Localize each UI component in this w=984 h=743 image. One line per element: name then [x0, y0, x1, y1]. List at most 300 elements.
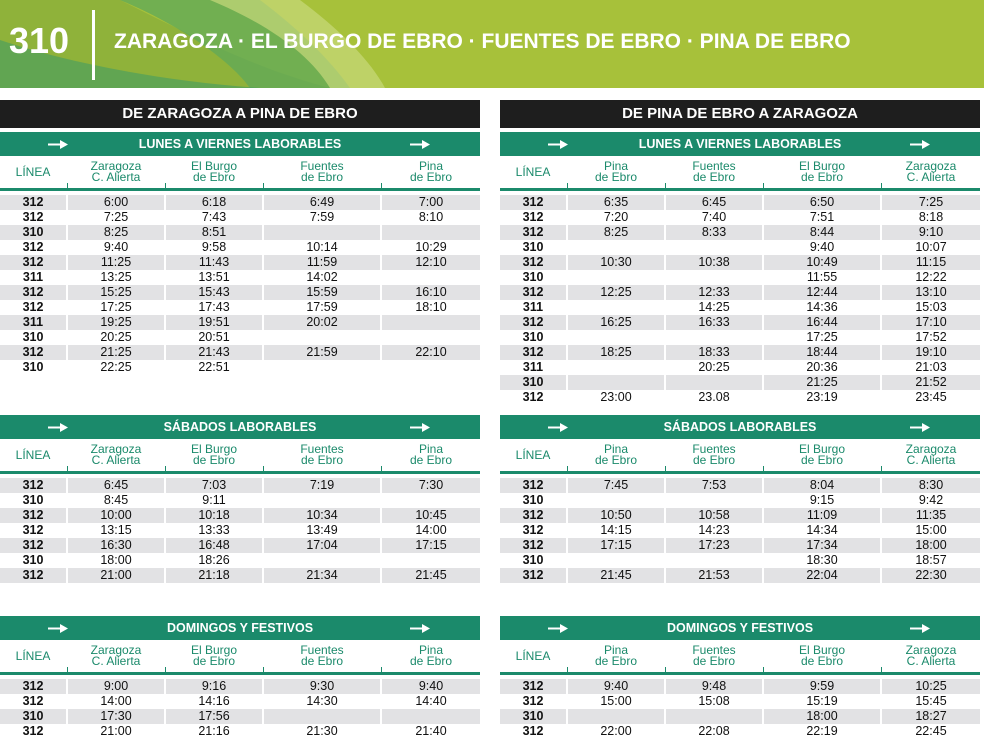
- time-cell: 7:25: [918, 195, 944, 209]
- table-row: [500, 694, 980, 709]
- cell-gap: [66, 195, 68, 210]
- time-cell: 18:00: [915, 538, 947, 552]
- column-header-stop: [568, 439, 664, 471]
- time-cell: 23.08: [698, 390, 730, 404]
- panel-title: DE ZARAGOZA A PINA DE EBRO: [0, 100, 480, 128]
- stop-name-line: Fuentes: [300, 442, 344, 456]
- table-row: [500, 390, 980, 405]
- timetable-panel-1: [0, 100, 480, 743]
- table-row: [0, 508, 480, 523]
- schedule-section-domingos-y-festivos: [0, 616, 480, 739]
- time-cell: [382, 360, 480, 375]
- line-number-cell: 310: [522, 709, 544, 723]
- table-row: [500, 523, 980, 538]
- line-number-cell: 312: [22, 285, 44, 299]
- time-cell: 11:59: [306, 255, 338, 269]
- time-cell: [382, 553, 480, 568]
- time-cell: 21:16: [198, 724, 230, 738]
- stop-name-line: El Burgo: [798, 159, 846, 173]
- line-number-cell: 312: [22, 568, 44, 582]
- time-cell: 6:50: [809, 195, 835, 209]
- column-tick: [381, 183, 382, 189]
- time-cell: 9:30: [309, 679, 335, 693]
- timetable-rows: [0, 679, 480, 739]
- route-title: ZARAGOZA · EL BURGO DE EBRO · FUENTES DE EBRO · PINA DE EBRO: [114, 30, 851, 53]
- cell-gap: [262, 345, 264, 360]
- column-header-stop: [666, 640, 762, 672]
- line-number-cell: 312: [22, 523, 44, 537]
- stop-name-line: de Ebro: [800, 654, 844, 668]
- column-header-stop: [568, 156, 664, 188]
- table-row: [500, 255, 980, 270]
- column-header-stop: [568, 640, 664, 672]
- cell-gap: [262, 478, 264, 493]
- arrow-right-icon: [910, 132, 932, 156]
- time-cell: 21:30: [306, 724, 338, 738]
- time-cell: 17:56: [198, 709, 230, 723]
- cell-gap: [664, 195, 666, 210]
- time-cell: 11:35: [915, 508, 947, 522]
- line-number-cell: 310: [22, 330, 44, 344]
- time-cell: 6:49: [309, 195, 335, 209]
- time-cell: 18:10: [415, 300, 447, 314]
- cell-gap: [262, 285, 264, 300]
- time-cell: 10:29: [415, 240, 447, 254]
- cell-gap: [566, 478, 568, 493]
- time-cell: 16:48: [198, 538, 230, 552]
- column-header-linea: [0, 156, 66, 188]
- stop-name-line: Pina: [418, 643, 444, 657]
- schedule-section-sabados-laborables: [0, 415, 480, 583]
- time-cell: 17:15: [415, 538, 447, 552]
- cell-gap: [762, 255, 764, 270]
- table-row: [500, 315, 980, 330]
- cell-gap: [664, 285, 666, 300]
- time-cell: 14:25: [698, 300, 730, 314]
- column-header-stop: [166, 156, 262, 188]
- time-cell: [264, 553, 380, 568]
- stop-name-line: de Ebro: [409, 453, 453, 467]
- column-header-stop: [166, 439, 262, 471]
- table-row: [0, 568, 480, 583]
- table-row: [0, 538, 480, 553]
- cell-gap: [164, 195, 166, 210]
- cell-gap: [664, 255, 666, 270]
- time-cell: 13:33: [198, 523, 230, 537]
- line-number-cell: 311: [22, 315, 44, 329]
- column-header-stop: [382, 156, 480, 188]
- time-cell: 17:25: [806, 330, 838, 344]
- column-tick: [263, 667, 264, 673]
- cell-gap: [762, 375, 764, 390]
- column-tick: [263, 183, 264, 189]
- stop-name-line: Fuentes: [300, 643, 344, 657]
- column-tick: [763, 466, 764, 472]
- cell-gap: [262, 568, 264, 583]
- line-number-cell: 310: [522, 553, 544, 567]
- time-cell: 8:33: [701, 225, 727, 239]
- section-label: LUNES A VIERNES LABORABLES: [638, 137, 842, 151]
- time-cell: 7:59: [309, 210, 335, 224]
- cell-gap: [262, 315, 264, 330]
- line-number-cell: 310: [22, 360, 44, 374]
- line-number-cell: 312: [22, 345, 44, 359]
- line-number-cell: 312: [522, 538, 544, 552]
- time-cell: 8:51: [201, 225, 227, 239]
- stop-name-line: de Ebro: [192, 654, 236, 668]
- stop-name-line: Pina: [603, 442, 629, 456]
- column-header-stop: [666, 439, 762, 471]
- time-cell: 7:53: [701, 478, 727, 492]
- time-cell: 9:00: [103, 679, 129, 693]
- time-cell: 15:03: [915, 300, 947, 314]
- cell-gap: [66, 508, 68, 523]
- cell-gap: [664, 375, 666, 390]
- column-header-stop: [382, 439, 480, 471]
- line-number-cell: 310: [522, 375, 544, 389]
- time-cell: 20:51: [198, 330, 230, 344]
- line-number-cell: 310: [522, 270, 544, 284]
- stop-name-line: de Ebro: [692, 654, 736, 668]
- schedule-section-sabados-laborables: [500, 415, 980, 583]
- cell-gap: [762, 709, 764, 724]
- time-cell: 7:19: [309, 478, 335, 492]
- header-divider: [92, 10, 95, 80]
- table-row: [500, 538, 980, 553]
- linea-label: LÍNEA: [15, 447, 51, 462]
- line-number-cell: 310: [22, 493, 44, 507]
- arrow-right-icon: [410, 616, 432, 640]
- cell-gap: [66, 478, 68, 493]
- table-row: [0, 240, 480, 255]
- time-cell: 21:03: [915, 360, 947, 374]
- arrow-right-icon: [48, 616, 70, 640]
- column-tick: [881, 667, 882, 673]
- time-cell: 9:58: [201, 240, 227, 254]
- cell-gap: [380, 315, 382, 330]
- stop-name-line: El Burgo: [798, 442, 846, 456]
- time-cell: 17:43: [198, 300, 230, 314]
- cell-gap: [380, 709, 382, 724]
- table-row: [0, 493, 480, 508]
- time-cell: [568, 270, 664, 285]
- time-cell: 11:25: [100, 255, 132, 269]
- cell-gap: [380, 195, 382, 210]
- line-number-cell: 310: [22, 225, 44, 239]
- arrow-right-icon: [410, 415, 432, 439]
- column-header-stop: [264, 156, 380, 188]
- cell-gap: [380, 478, 382, 493]
- time-cell: [666, 330, 762, 345]
- time-cell: 21:59: [306, 345, 338, 359]
- line-number-cell: 310: [522, 240, 544, 254]
- time-cell: 18:44: [806, 345, 838, 359]
- column-tick: [567, 667, 568, 673]
- line-number-cell: 312: [522, 508, 544, 522]
- table-row: [500, 345, 980, 360]
- time-cell: 10:07: [915, 240, 947, 254]
- time-cell: 10:58: [698, 508, 730, 522]
- column-header-stop: [166, 640, 262, 672]
- column-header-stop: [68, 640, 164, 672]
- table-row: [0, 709, 480, 724]
- panel-title: DE PINA DE EBRO A ZARAGOZA: [500, 100, 980, 128]
- table-row: [0, 255, 480, 270]
- time-cell: 15:00: [600, 694, 632, 708]
- cell-gap: [880, 255, 882, 270]
- column-tick: [67, 667, 68, 673]
- section-header: [500, 415, 980, 439]
- cell-gap: [762, 679, 764, 694]
- time-cell: 13:10: [915, 285, 947, 299]
- section-header: [0, 616, 480, 640]
- table-row: [0, 553, 480, 568]
- stop-name-line: de Ebro: [409, 170, 453, 184]
- arrow-right-icon: [410, 132, 432, 156]
- cell-gap: [762, 315, 764, 330]
- section-label: DOMINGOS Y FESTIVOS: [166, 621, 314, 635]
- table-row: [0, 315, 480, 330]
- time-cell: [666, 709, 762, 724]
- time-cell: 18:26: [198, 553, 230, 567]
- table-row: [500, 724, 980, 739]
- cell-gap: [566, 679, 568, 694]
- column-tick: [665, 183, 666, 189]
- stop-name-line: El Burgo: [798, 643, 846, 657]
- time-cell: [666, 270, 762, 285]
- stop-name-line: Pina: [418, 159, 444, 173]
- cell-gap: [762, 568, 764, 583]
- table-row: [500, 270, 980, 285]
- time-cell: 22:30: [915, 568, 947, 582]
- linea-label: LÍNEA: [515, 648, 551, 663]
- time-cell: 13:15: [100, 523, 132, 537]
- line-number-cell: 312: [522, 255, 544, 269]
- time-cell: 10:25: [915, 679, 947, 693]
- column-tick: [263, 466, 264, 472]
- time-cell: 8:44: [809, 225, 835, 239]
- column-headers: [0, 439, 480, 474]
- stop-name-line: de Ebro: [800, 453, 844, 467]
- time-cell: 16:44: [806, 315, 838, 329]
- column-tick: [381, 466, 382, 472]
- cell-gap: [164, 285, 166, 300]
- time-cell: 12:44: [806, 285, 838, 299]
- cell-gap: [380, 508, 382, 523]
- time-cell: 12:22: [915, 270, 947, 284]
- cell-gap: [762, 508, 764, 523]
- time-cell: 10:18: [198, 508, 230, 522]
- time-cell: 18:27: [915, 709, 947, 723]
- time-cell: 14:34: [806, 523, 838, 537]
- time-cell: [568, 300, 664, 315]
- time-cell: 11:15: [915, 255, 947, 269]
- stop-name-line: Zaragoza: [90, 442, 142, 456]
- stop-name-line: C. Alierta: [91, 170, 141, 184]
- column-header-linea: [500, 640, 566, 672]
- cell-gap: [880, 375, 882, 390]
- time-cell: 17:34: [806, 538, 838, 552]
- column-tick: [763, 667, 764, 673]
- stop-name-line: Fuentes: [692, 159, 736, 173]
- column-tick: [67, 466, 68, 472]
- time-cell: 20:36: [806, 360, 838, 374]
- time-cell: 21:00: [100, 724, 132, 738]
- table-row: [0, 360, 480, 375]
- table-row: [0, 225, 480, 240]
- line-number-cell: 312: [22, 679, 44, 693]
- time-cell: 7:43: [201, 210, 227, 224]
- column-headers: [500, 640, 980, 675]
- time-cell: 18:25: [600, 345, 632, 359]
- column-header-linea: [0, 439, 66, 471]
- cell-gap: [380, 255, 382, 270]
- cell-gap: [262, 195, 264, 210]
- column-tick: [165, 183, 166, 189]
- time-cell: 6:18: [201, 195, 227, 209]
- column-headers: [500, 156, 980, 191]
- line-number-cell: 312: [22, 538, 44, 552]
- stop-name-line: de Ebro: [594, 654, 638, 668]
- table-row: [0, 679, 480, 694]
- column-header-stop: [882, 156, 980, 188]
- cell-gap: [164, 568, 166, 583]
- time-cell: 21:52: [915, 375, 947, 389]
- line-number-cell: 312: [22, 195, 44, 209]
- cell-gap: [262, 225, 264, 240]
- column-headers: [0, 156, 480, 191]
- time-cell: [382, 270, 480, 285]
- stop-name-line: de Ebro: [409, 654, 453, 668]
- time-cell: 14:02: [306, 270, 338, 284]
- cell-gap: [664, 568, 666, 583]
- time-cell: 16:30: [100, 538, 132, 552]
- time-cell: 10:00: [100, 508, 132, 522]
- schedule-section-lunes-a-viernes-laborables: [500, 132, 980, 405]
- column-header-stop: [764, 156, 880, 188]
- stop-name-line: C. Alierta: [906, 453, 956, 467]
- time-cell: 21:18: [198, 568, 230, 582]
- time-cell: 7:20: [603, 210, 629, 224]
- table-row: [0, 195, 480, 210]
- time-cell: 6:00: [103, 195, 129, 209]
- cell-gap: [880, 315, 882, 330]
- line-number-cell: 312: [522, 210, 544, 224]
- time-cell: 6:45: [103, 478, 129, 492]
- table-row: [500, 679, 980, 694]
- cell-gap: [66, 709, 68, 724]
- cell-gap: [566, 568, 568, 583]
- time-cell: 15:45: [915, 694, 947, 708]
- table-row: [0, 523, 480, 538]
- time-cell: 21:45: [415, 568, 447, 582]
- cell-gap: [262, 255, 264, 270]
- time-cell: 9:10: [918, 225, 944, 239]
- line-number-cell: 310: [522, 493, 544, 507]
- column-tick: [165, 667, 166, 673]
- column-tick: [763, 183, 764, 189]
- table-row: [0, 210, 480, 225]
- stop-name-line: de Ebro: [692, 453, 736, 467]
- time-cell: 13:51: [198, 270, 230, 284]
- time-cell: 21:53: [698, 568, 730, 582]
- time-cell: [382, 315, 480, 330]
- cell-gap: [566, 508, 568, 523]
- stop-name-line: de Ebro: [300, 453, 344, 467]
- time-cell: 11:43: [198, 255, 230, 269]
- line-number-cell: 312: [522, 225, 544, 239]
- cell-gap: [380, 538, 382, 553]
- time-cell: 22:25: [100, 360, 132, 374]
- cell-gap: [664, 478, 666, 493]
- stop-name-line: de Ebro: [192, 170, 236, 184]
- line-number-cell: 312: [522, 523, 544, 537]
- cell-gap: [762, 478, 764, 493]
- line-number-cell: 312: [22, 210, 44, 224]
- cell-gap: [164, 345, 166, 360]
- time-cell: 7:30: [418, 478, 444, 492]
- stop-name-line: Pina: [418, 442, 444, 456]
- column-tick: [665, 466, 666, 472]
- time-cell: 9:16: [201, 679, 227, 693]
- time-cell: 22:19: [806, 724, 838, 738]
- table-row: [0, 345, 480, 360]
- time-cell: 7:25: [103, 210, 129, 224]
- time-cell: 10:38: [698, 255, 730, 269]
- time-cell: 22:04: [806, 568, 838, 582]
- time-cell: 9:15: [809, 493, 835, 507]
- time-cell: 21:34: [306, 568, 338, 582]
- time-cell: 18:00: [100, 553, 132, 567]
- stop-name-line: C. Alierta: [906, 654, 956, 668]
- schedule-section-lunes-a-viernes-laborables: [0, 132, 480, 375]
- line-number-cell: 312: [522, 195, 544, 209]
- table-row: [500, 240, 980, 255]
- cell-gap: [566, 315, 568, 330]
- arrow-right-icon: [548, 415, 570, 439]
- time-cell: [382, 493, 480, 508]
- time-cell: 15:43: [198, 285, 230, 299]
- cell-gap: [664, 508, 666, 523]
- time-cell: 17:25: [100, 300, 132, 314]
- time-cell: 9:42: [918, 493, 944, 507]
- time-cell: 18:57: [915, 553, 947, 567]
- table-row: [0, 270, 480, 285]
- cell-gap: [164, 255, 166, 270]
- column-header-stop: [382, 640, 480, 672]
- time-cell: [666, 553, 762, 568]
- stop-name-line: Pina: [603, 159, 629, 173]
- cell-gap: [880, 538, 882, 553]
- time-cell: 14:00: [415, 523, 447, 537]
- time-cell: 20:25: [698, 360, 730, 374]
- time-cell: 7:40: [701, 210, 727, 224]
- stop-name-line: Zaragoza: [905, 442, 957, 456]
- cell-gap: [880, 508, 882, 523]
- line-number-cell: 312: [522, 694, 544, 708]
- linea-label: LÍNEA: [515, 447, 551, 462]
- timetable-rows: [500, 478, 980, 583]
- time-cell: 17:30: [100, 709, 132, 723]
- table-row: [500, 709, 980, 724]
- cell-gap: [380, 225, 382, 240]
- cell-gap: [664, 538, 666, 553]
- time-cell: 14:30: [306, 694, 338, 708]
- time-cell: 14:40: [415, 694, 447, 708]
- time-cell: [264, 225, 380, 240]
- time-cell: [666, 240, 762, 255]
- table-row: [500, 375, 980, 390]
